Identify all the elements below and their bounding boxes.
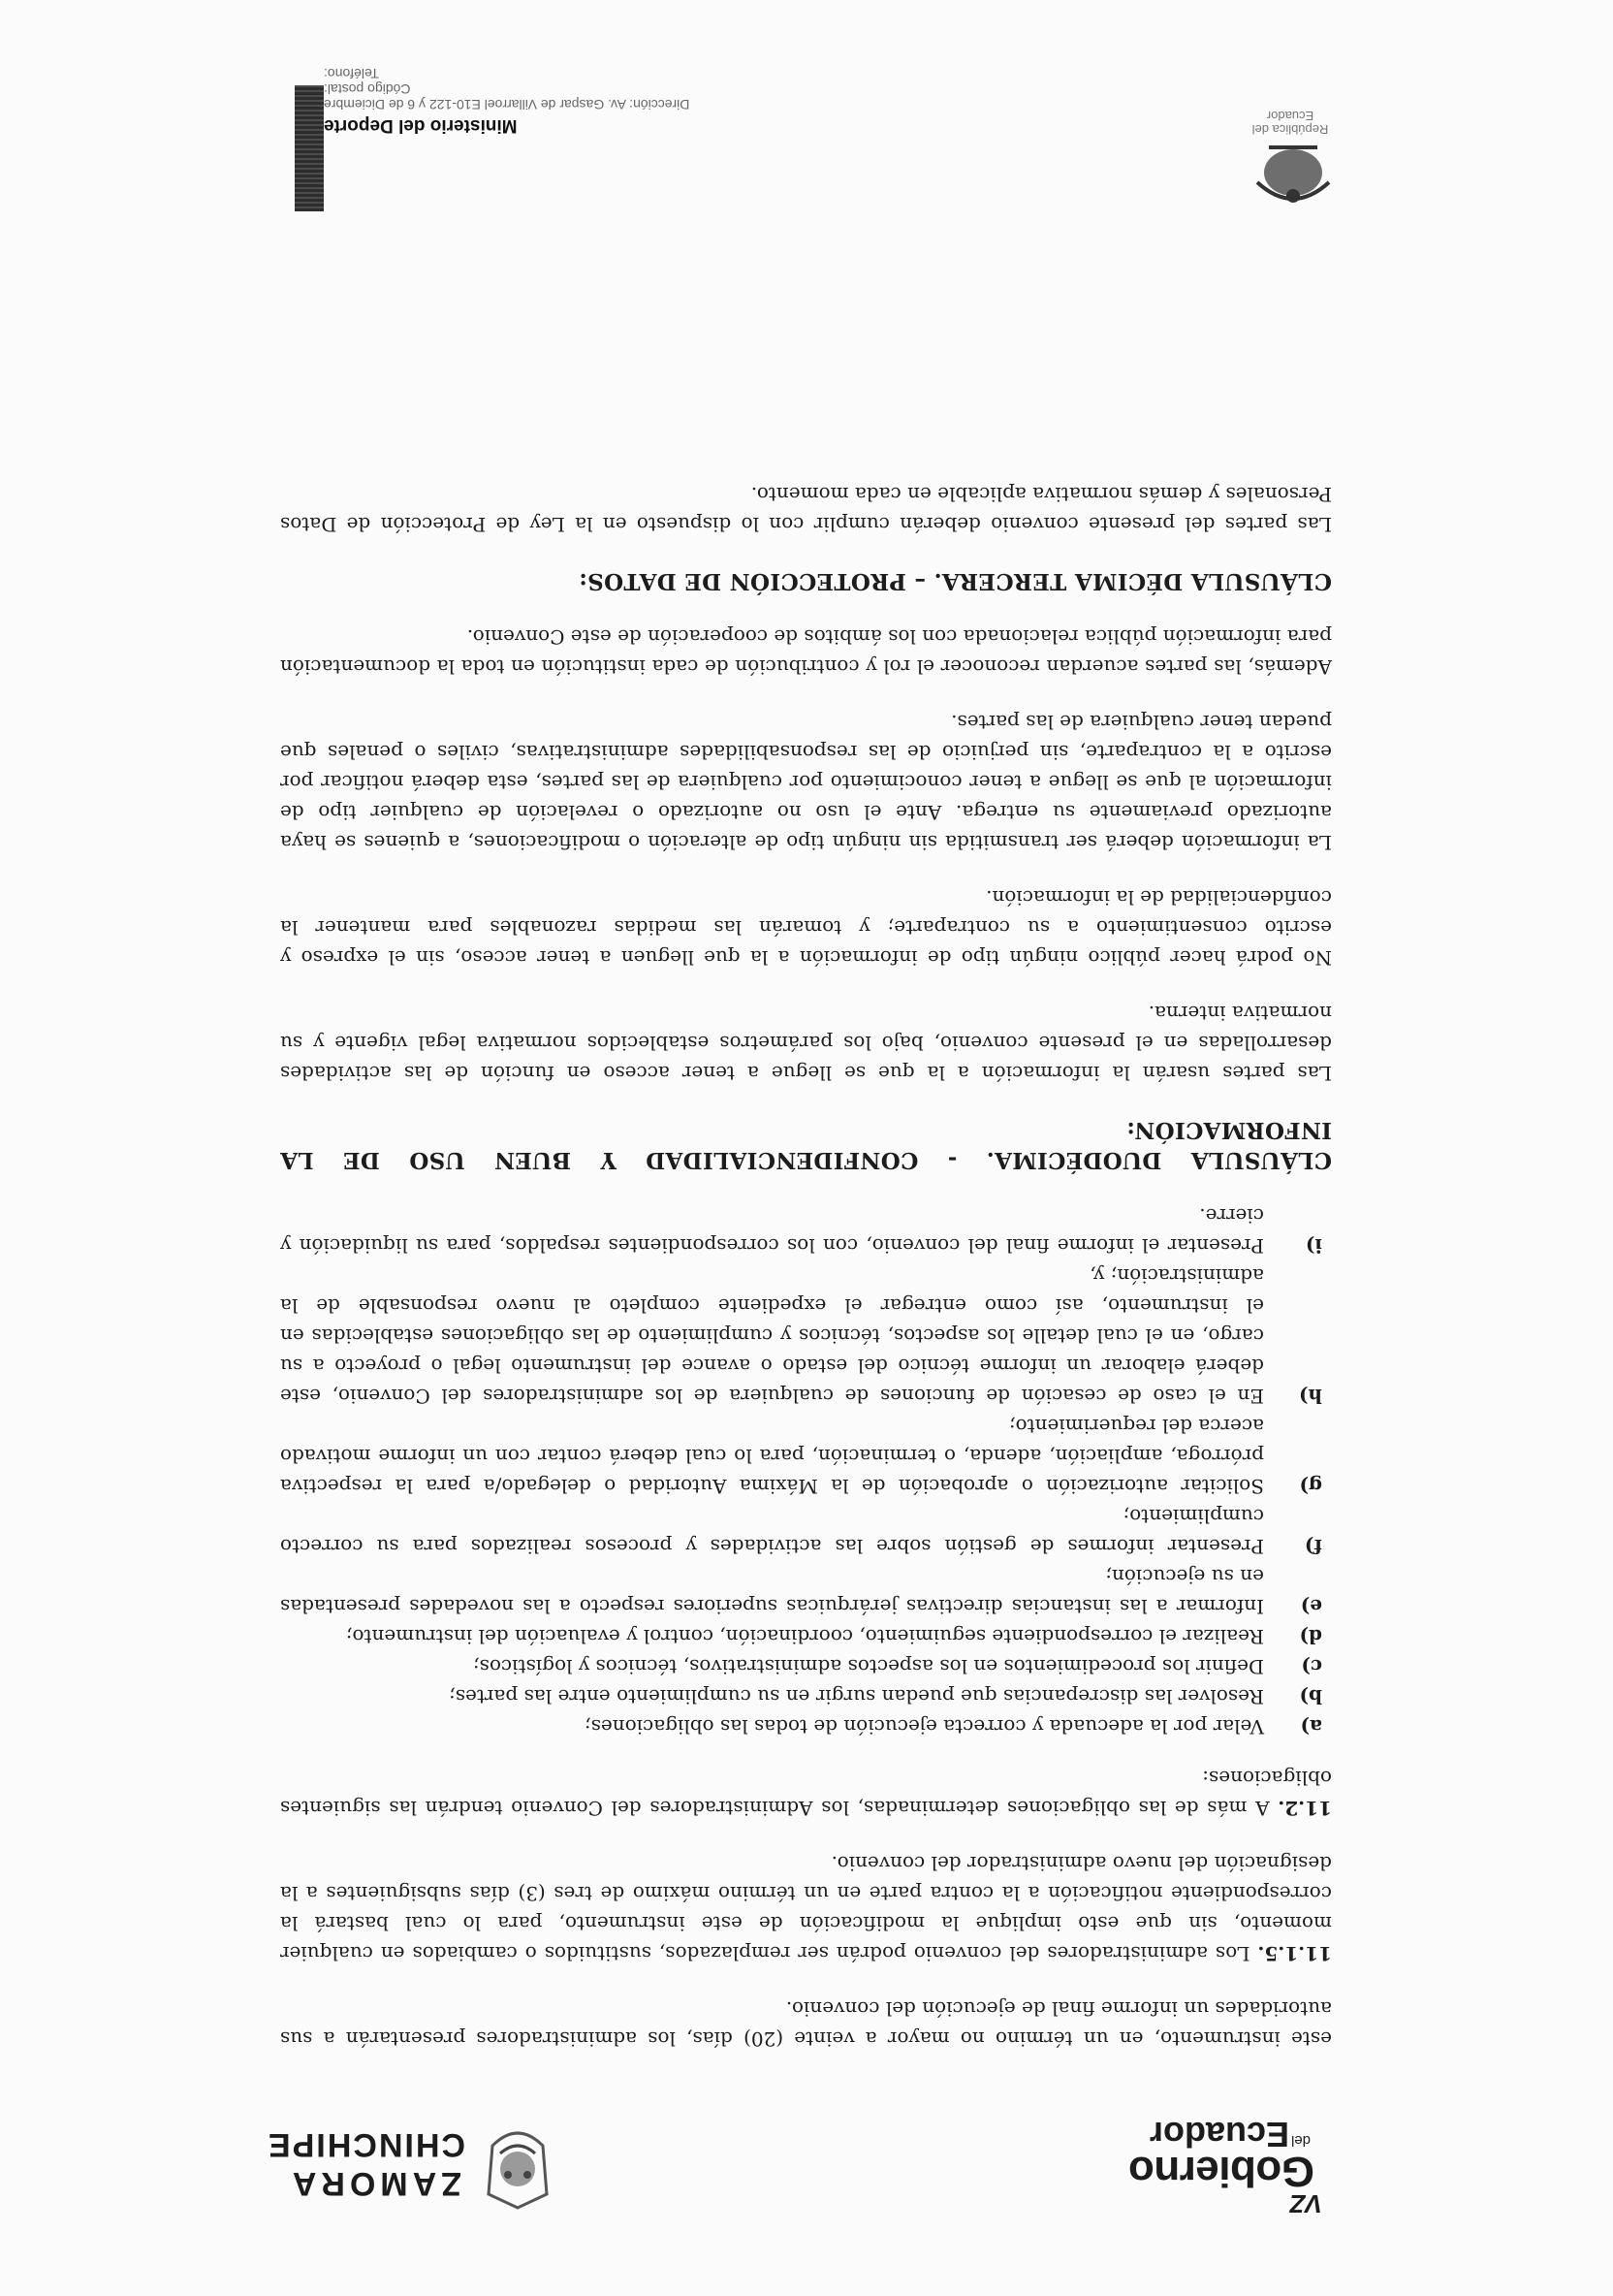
clause-12-heading: CLÁUSULA DUODÉCIMA. - CONFIDENCIALIDAD Y BUEN USO DE LA INFORMACIÓN: <box>280 1117 1332 1173</box>
paragraph-11-1-5 <box>280 1848 1332 1968</box>
logo-word-zamora: ZAMORA <box>287 2165 461 2202</box>
list-letter: g) <box>1299 1475 1322 1498</box>
list-letter: b) <box>1299 1685 1322 1708</box>
list-item <box>280 1501 1332 1561</box>
ministry-phone: Teléfono: <box>324 66 379 81</box>
paragraph-text: Los administradores del convenio podrán ser remplazados, sustituidos o cambiados en cualquier momento, sin que esto implique la modificación de este instrumento, para lo cual bastará la correspondiente notificación a la contra parte en un término máximo de tres (3) días subsiguientes a la designación del nuevo administrador del convenio. <box>280 1852 1332 1965</box>
list-text: Informar a las instancias directivas jerárquicas superiores respecto a las novedades presentadas en su ejecución; <box>280 1565 1264 1618</box>
list-text: En el caso de cesación de funciones de cualquiera de los administradores del Convenio, este deberá elaborar un informe técnico del estado o avance del instrumento legal o proyecto a su cargo, en el cual detalle los aspectos, técnicos y cumplimiento de las obligaciones establecidas en el instrumento, así como entregar el expediente completo al nuevo responsable de la administración; y, <box>280 1264 1264 1408</box>
list-text: Velar por la adecuada y correcta ejecución de todas las obligaciones; <box>584 1715 1264 1738</box>
list-text: Definir los procedimientos en los aspectos administrativos, técnicos y logísticos; <box>472 1655 1264 1678</box>
list-letter: c) <box>1301 1655 1322 1678</box>
clause-12-paragraph-1: Las partes usarán la información a la que se llegue a tener acceso en función de las actividades desarrolladas en el presente convenio, bajo los parámetros establecidos normativa legal vigente y su normativa interna. <box>280 1002 1332 1085</box>
ministry-address: Dirección: Av. Gaspar de Villarroel E10-122 y 6 de Diciembre <box>324 97 690 112</box>
clause-number: 11.1.5. <box>1257 1942 1332 1965</box>
list-item <box>280 1260 1332 1411</box>
list-text: Presentar informes de gestión sobre las actividades y procesos realizados para su correcto cumplimiento; <box>280 1505 1264 1558</box>
paragraph-text: A más de las obligaciones determinadas, los Administradores del Convenio tendrán las siguientes obligaciones: <box>280 1767 1332 1820</box>
document-body <box>280 454 1332 2054</box>
obligations-list <box>280 1200 1332 1741</box>
clause-13-paragraph-1: Las partes del presente convenio deberán cumplir con lo dispuesto en la Ley de Protección de Datos Personales y demás normativa aplicable en cada momento. <box>280 483 1332 536</box>
logo-word-del: del <box>1290 2132 1311 2149</box>
zamora-seal-icon <box>479 2117 556 2214</box>
paragraph-11-2 <box>280 1763 1332 1823</box>
ministry-name: Ministerio del Deporte <box>324 115 518 136</box>
ministry-postal-code: Código postal: <box>324 81 411 97</box>
list-item <box>280 1651 1332 1681</box>
list-text: Resolver las discrepancias que puedan surgir en su cumplimiento entre las partes; <box>449 1685 1264 1708</box>
list-item <box>280 1621 1332 1651</box>
list-text: Presentar el informe final del convenio, con los correspondientes respaldos, para su liquidación y cierre. <box>280 1204 1264 1258</box>
clause-13-heading: CLÁUSULA DÉCIMA TERCERA. – PROTECCIÓN DE DATOS: <box>579 568 1332 594</box>
list-letter: f) <box>1304 1535 1322 1558</box>
list-item <box>280 1411 1332 1501</box>
list-item <box>280 1200 1332 1260</box>
logo-word-gobierno: Gobierno <box>1128 2148 1314 2195</box>
page-footer <box>0 0 1613 211</box>
list-letter: d) <box>1299 1625 1322 1648</box>
list-item <box>280 1711 1332 1741</box>
clause-number: 11.2. <box>1278 1797 1332 1820</box>
paragraph-intro: este instrumento, en un término no mayor a veinte (20) días, los administradores presentarán a sus autoridades un informe final de ejecución del convenio. <box>280 1997 1332 2051</box>
clause-12-paragraph-3: La información deberá ser transmitida sin ningún tipo de alteración o modificaciones, a quienes se haya autorizado previamente su entrega. Ante el uso no autorizado o revelación de cualquier tipo de información al que se llegue a tener conocimiento por cualquiera de las partes, esta deberá notificar por escrito a la contraparte, sin perjuicio de las responsabilidades administrativas, civiles o penales que puedan tener cualquiera de las partes. <box>280 711 1332 854</box>
logo-word-chinchipe: CHINCHIPE <box>266 2126 465 2163</box>
list-letter: e) <box>1300 1595 1322 1618</box>
logo-vz-mark: VZ <box>1289 2189 1322 2218</box>
list-item <box>280 1561 1332 1621</box>
list-letter: a) <box>1300 1715 1322 1738</box>
list-item <box>280 1681 1332 1711</box>
list-text: Solicitar autorización o aprobación de la Máxima Autoridad o delegado/a para la respectiva prórroga, ampliación, adenda, o terminación, para lo cual deberá contar con un informe motivado acerca del requerimiento; <box>280 1415 1264 1498</box>
footer-bar-texture <box>295 85 324 211</box>
gobierno-del-ecuador-logo <box>1070 2112 1322 2218</box>
list-text: Realizar el correspondiente seguimiento, coordinación, control y evaluación del instrumento; <box>345 1625 1264 1648</box>
clause-12-paragraph-4: Además, las partes acuerdan reconocer el rol y contribución de cada institución en toda la documentación para información pública relacionada con los ámbitos de cooperación de este Convenio. <box>280 625 1332 679</box>
list-letter: h) <box>1298 1385 1322 1408</box>
zamora-chinchipe-logo <box>207 2107 556 2214</box>
clause-12-paragraph-2: No podrá hacer público ningún tipo de información a la que lleguen a tener acceso, sin el expreso y escrito consentimiento a su contraparte; y tomarán las medidas razonables para mantener la confidencialidad de la información. <box>280 886 1332 970</box>
logo-word-ecuador: Ecuador <box>1149 2115 1289 2154</box>
ministry-contact-block <box>324 66 1216 211</box>
list-letter: i) <box>1305 1234 1322 1258</box>
republica-label: República del Ecuador <box>1251 109 1329 137</box>
page-header <box>0 2092 1613 2296</box>
republica-coat-of-arms-icon <box>1249 134 1337 211</box>
